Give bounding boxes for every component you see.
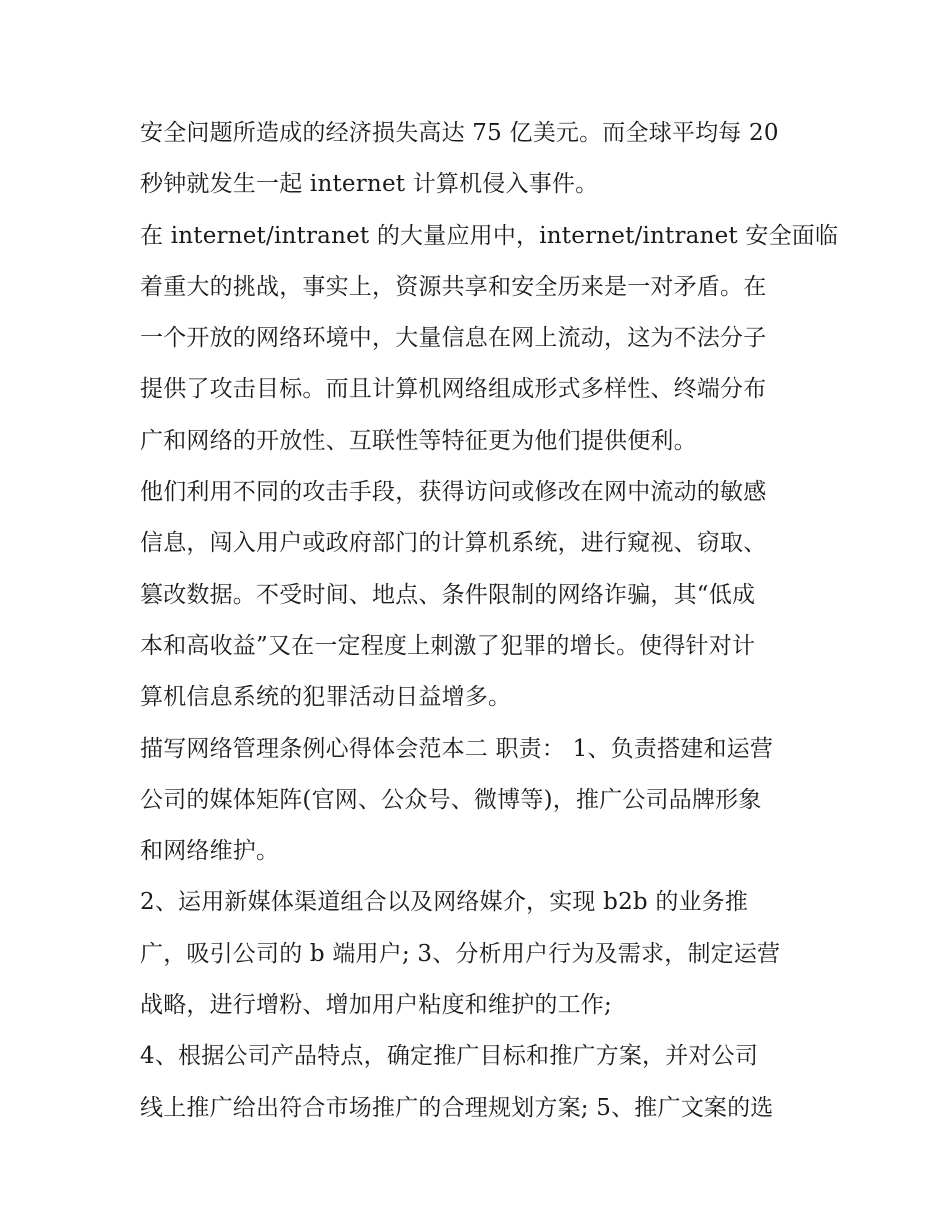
text-line: 公司的媒体矩阵(官网、公众号、微博等)，推广公司品牌形象 — [140, 786, 762, 813]
text-line: 本和高收益”又在一定程度上刺激了犯罪的增长。使得针对计 — [140, 632, 756, 659]
text-line: 线上推广给出符合市场推广的合理规划方案; 5、推广文案的选 — [140, 1094, 774, 1121]
document-body — [140, 108, 839, 1134]
text-line: 广，吸引公司的 b 端用户; 3、分析用户行为及需求，制定运营 — [140, 940, 781, 967]
text-line: 篡改数据。不受时间、地点、条件限制的网络诈骗，其“低成 — [140, 581, 756, 608]
text-line: 广和网络的开放性、互联性等特征更为他们提供便利。 — [140, 427, 697, 454]
text-line: 一个开放的网络环境中，大量信息在网上流动，这为不法分子 — [140, 325, 767, 352]
text-line: 信息，闯入用户或政府部门的计算机系统，进行窥视、窃取、 — [140, 530, 767, 557]
text-line: 战略，进行增粉、增加用户粘度和维护的工作; — [140, 992, 612, 1019]
text-line: 和网络维护。 — [140, 838, 280, 865]
text-line: 描写网络管理条例心得体会范本二 职责： 1、负责搭建和运营 — [140, 735, 774, 762]
text-line: 算机信息系统的犯罪活动日益增多。 — [140, 684, 512, 711]
text-line: 秒钟就发生一起 internet 计算机侵入事件。 — [140, 171, 599, 198]
text-line: 着重大的挑战，事实上，资源共享和安全历来是一对矛盾。在 — [140, 273, 767, 300]
text-line: 安全问题所造成的经济损失高达 75 亿美元。而全球平均每 20 — [140, 120, 779, 146]
text-line: 4、根据公司产品特点，确定推广目标和推广方案，并对公司 — [140, 1043, 759, 1070]
text-line: 在 internet/intranet 的大量应用中，internet/intranet 安全面临 — [140, 222, 839, 249]
text-line: 2、运用新媒体渠道组合以及网络媒介，实现 b2b 的业务推 — [140, 889, 749, 916]
text-line: 他们利用不同的攻击手段，获得访问或修改在网中流动的敏感 — [140, 479, 767, 506]
text-line: 提供了攻击目标。而且计算机网络组成形式多样性、终端分布 — [140, 376, 767, 403]
